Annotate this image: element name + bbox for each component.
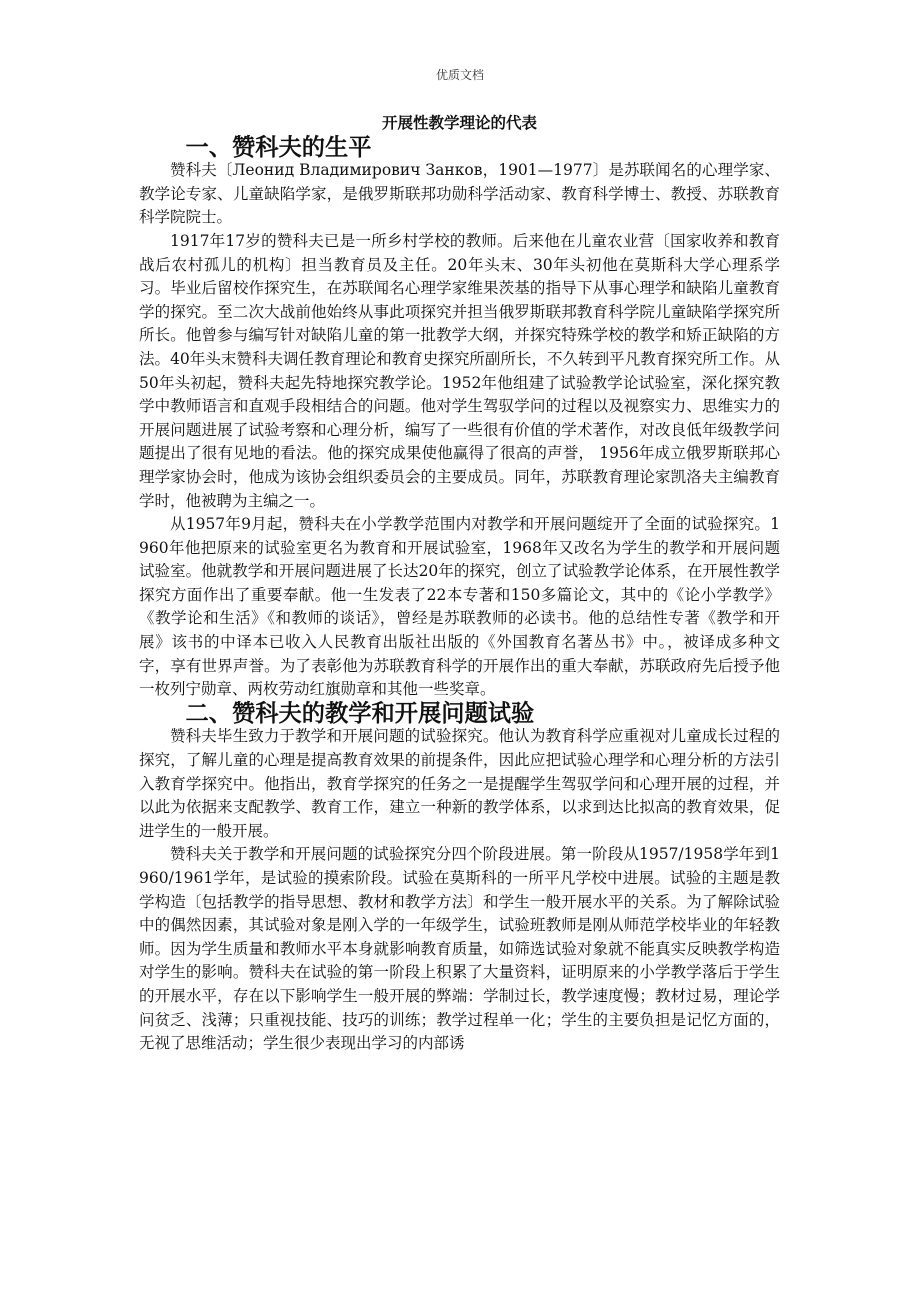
section-heading: 二、赞科夫的教学和开展问题试验 bbox=[185, 699, 535, 727]
paragraph: 赞科夫关于教学和开展问题的试验探究分四个阶段进展。第一阶段从1957/1958学年到1960/1961学年，是试验的摸索阶段。试验在莫斯科的一所平凡学校中进展。试验的主题是教学构造〔包括教学的指导思想、教材和教学方法〕和学生一般开展水平的关系。为了解除试验中的偶然因素，其试验对象是刚入学的一年级学生，试验班教师是刚从师范学校毕业的年轻教师。因为学生质量和教师水平本身就影响教育质量，如筛选试验对象就不能真实反映教学构造对学生的影响。赞科夫在试验的第一阶段上积累了大量资料，证明原来的小学教学落后于学生的开展水平，存在以下影响学生一般开展的弊端：学制过长，教学速度慢；教材过易，理论学问贫乏、浅薄；只重视技能、技巧的训练；教学过程单一化；学生的主要负担是记忆方面的，无视了思维活动；学生很少表现出学习的内部诱 bbox=[139, 845, 780, 1053]
paragraph: 赞科夫毕生致力于教学和开展问题的试验探究。他认为教育科学应重视对儿童成长过程的探究，了解儿童的心理是提高教育效果的前提条件，因此应把试验心理学和心理分析的方法引入教育学探究中。他指出，教育学探究的任务之一是提醒学生驾驭学问和心理开展的过程，并以此为依据来支配教学、教育工作，建立一种新的教学体系，以求到达比拟高的教育效果，促进学生的一般开展。 bbox=[139, 727, 780, 840]
paragraph: 1917年17岁的赞科夫已是一所乡村学校的教师。后来他在儿童农业营〔国家收养和教育战后农村孤儿的机构〕担当教育员及主任。20年头末、30年头初他在莫斯科大学心理系学习。毕业后留校作探究生，在苏联闻名心理学家维果茨基的指导下从事心理学和缺陷儿童教育学的探究。至二次大战前他始终从事此项探究并担当俄罗斯联邦教育科学院儿童缺陷学探究所所长。他曾参与编写针对缺陷儿童的第一批教学大纲，并探究特殊学校的教学和矫正缺陷的方法。40年头末赞科夫调任教育理论和教育史探究所副所长，不久转到平凡教育探究所工作。从50年头初起，赞科夫起先特地探究教学论。1952年他组建了试验教学论试验室，深化探究教学中教师语言和直观手段相结合的问题。他对学生驾驭学问的过程以及视察实力、思维实力的开展问题进展了试验考察和心理分析，编写了一些很有价值的学术著作，对改良低年级教学问题提出了很有见地的看法。他的探究成果使他赢得了很高的声誉， 1956年成立俄罗斯联邦心理学家协会时，他成为该协会组织委员会的主要成员。同年，苏联教育理论家凯洛夫主编教育学时，他被聘为主编之一。 bbox=[139, 231, 780, 510]
section-experiment bbox=[139, 699, 780, 1056]
paragraph: 从1957年9月起，赞科夫在小学教学范围内对教学和开展问题绽开了全面的试验探究。1960年他把原来的试验室更名为教育和开展试验室，1968年又改名为学生的教学和开展问题试验室。他就教学和开展问题进展了长达20年的探究，创立了试验教学论体系，在开展性教学探究方面作出了重要奉献。他一生发表了22本专著和150多篇论文，其中的《论小学教学》《教学论和生活》《和教师的谈话》，曾经是苏联教师的必读书。他的总结性专著《教学和开展》该书的中译本已收入人民教育出版社出版的《外国教育名著丛书》中。，被译成多种文字，享有世界声誉。为了表彰他为苏联教育科学的开展作出的重大奉献，苏联政府先后授予他一枚列宁勋章、两枚劳动红旗勋章和其他一些奖章。 bbox=[139, 515, 780, 699]
document-title: 开展性教学理论的代表 bbox=[381, 114, 537, 132]
page-header: 优质文档 bbox=[435, 68, 484, 82]
section-heading: 一、赞科夫的生平 bbox=[185, 133, 372, 161]
document-body bbox=[139, 112, 780, 1056]
section-biography bbox=[139, 133, 780, 702]
paragraph: 赞科夫〔Леонид Владимирович Занков，1901—1977〕是苏联闻名的心理学家、教学论专家、儿童缺陷学家，是俄罗斯联邦功勋科学活动家、教育科学博士、教授、苏联教育科学院院士。 bbox=[139, 161, 780, 227]
